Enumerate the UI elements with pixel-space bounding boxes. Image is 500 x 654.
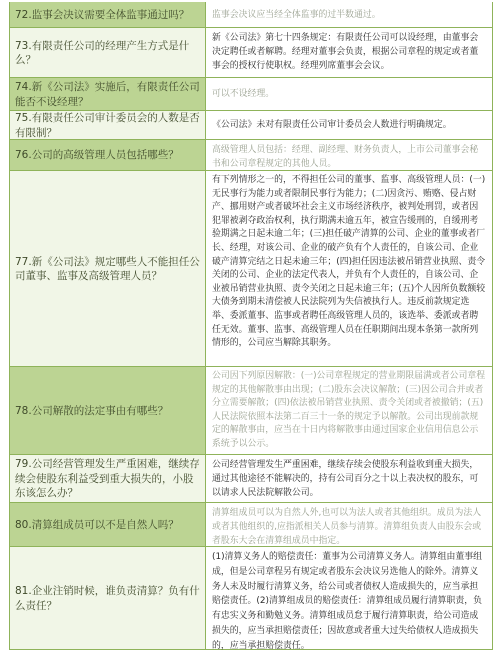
question-cell: 80.清算组成员可以不是自然人吗？ (10, 503, 206, 546)
answer-cell: 《公司法》未对有限责任公司审计委员会人数进行明确规定。 (206, 111, 492, 139)
question-cell: 72.监事会决议需要全体监事通过吗？ (10, 2, 206, 27)
table-row (10, 367, 492, 455)
question-cell: 76.公司的高级管理人员包括哪些？ (10, 140, 206, 170)
answer-cell: 公司因下列原因解散：(一)公司章程规定的营业期限届满或者公司章程规定的其他解散事由出现；(二)股东会决议解散；(三)因公司合并或者分立需要解散；(四)依法被吊销营业执照、责令关闭或者被撤销；(五)人民法院依照本法第二百三十一条的规定予以解散。公司出现前款规定的解散事由，应当在十日内将解散事由通过国家企业信用信息公示系统予以公示。 (206, 367, 492, 454)
table-row (10, 111, 492, 140)
table-row (10, 2, 492, 28)
answer-cell: 高级管理人员包括：经理、副经理、财务负责人，上市公司董事会秘书和公司章程规定的其他人员。 (206, 140, 492, 170)
question-cell: 78.公司解散的法定事由有哪些？ (10, 367, 206, 454)
table-row (10, 140, 492, 171)
question-cell: 79.公司经营管理发生严重困难，继续存续会使股东利益受到重大损失的，小股东该怎么办？ (10, 455, 206, 502)
question-cell: 81.企业注销时候，谁负责清算？负有什么责任？ (10, 547, 206, 649)
answer-cell: 有下列情形之一的，不得担任公司的董事、监事、高级管理人员：(一)无民事行为能力或者限制民事行为能力；(二)因贪污、贿赂、侵占财产、挪用财产或者破坏社会主义市场经济秩序，被判处刑罚，或者因犯罪被剥夺政治权利，执行期满未逾五年，被宣告缓刑的，自缓刑考验期满之日起未逾二年；(三)担任破产清算的公司、企业的董事或者厂长、经理，对该公司、企业的破产负有个人责任的，自该公司、企业破产清算完结之日起未逾三年；(四)担任因违法被吊销营业执照、责令关闭的公司、企业的法定代表人，并负有个人责任的，自该公司、企业被吊销营业执照、责令关闭之日起未逾三年；(五)个人因所负数额较大债务到期未清偿被人民法院列为失信被执行人。违反前款规定选举、委派董事、监事或者聘任高级管理人员的，该选举、委派或者聘任无效。董事、监事、高级管理人员在任职期间出现本条第一款所列情形的，公司应当解除其职务。 (206, 171, 492, 366)
question-cell: 74.新《公司法》实施后，有限责任公司能否不设经理？ (10, 78, 206, 110)
answer-cell: 清算组成员可以为自然人外,也可以为法人或者其他组织。成员为法人或者其他组织的,应指派相关人员参与清算。清算组负责人由股东会或者股东大会在清算组成员中指定。 (206, 503, 492, 546)
answer-cell: 公司经营管理发生严重困难，继续存续会使股东利益收到重大损失，通过其他途径不能解决的，持有公司百分之十以上表决权的股东，可以请求人民法院解散公司。 (206, 455, 492, 502)
answer-cell: 新《公司法》第七十四条规定：有限责任公司可以设经理，由董事会决定聘任或者解聘。经理对董事会负责，根据公司章程的规定或者董事会的授权行使职权。经理列席董事会会议。 (206, 28, 492, 77)
question-cell: 75.有限责任公司审计委员会的人数是否有限制？ (10, 111, 206, 139)
table-row (10, 78, 492, 111)
question-cell: 73.有限责任公司的经理产生方式是什么？ (10, 28, 206, 77)
table-row (10, 28, 492, 78)
table-row (10, 503, 492, 547)
answer-cell: 可以不设经理。 (206, 78, 492, 110)
qa-table (9, 2, 493, 650)
answer-cell: (1)清算义务人的赔偿责任：董事为公司清算义务人。清算组由董事组成，但是公司章程另有规定或者股东会决议另选他人的除外。清算义务人未及时履行清算义务，给公司或者债权人造成损失的，应当承担赔偿责任。(2)清算组成员的赔偿责任：清算组成员履行清算职责，负有忠实义务和勤勉义务。清算组成员怠于履行清算职责，给公司造成损失的，应当承担赔偿责任；因故意或者重大过失给债权人造成损失的，应当承担赔偿责任。 (206, 547, 492, 649)
table-row (10, 547, 492, 650)
answer-cell: 监事会决议应当经全体监事的过半数通过。 (206, 2, 492, 27)
table-row (10, 455, 492, 503)
table-row (10, 171, 492, 367)
question-cell: 77.新《公司法》规定哪些人不能担任公司董事、监事及高级管理人员？ (10, 171, 206, 366)
